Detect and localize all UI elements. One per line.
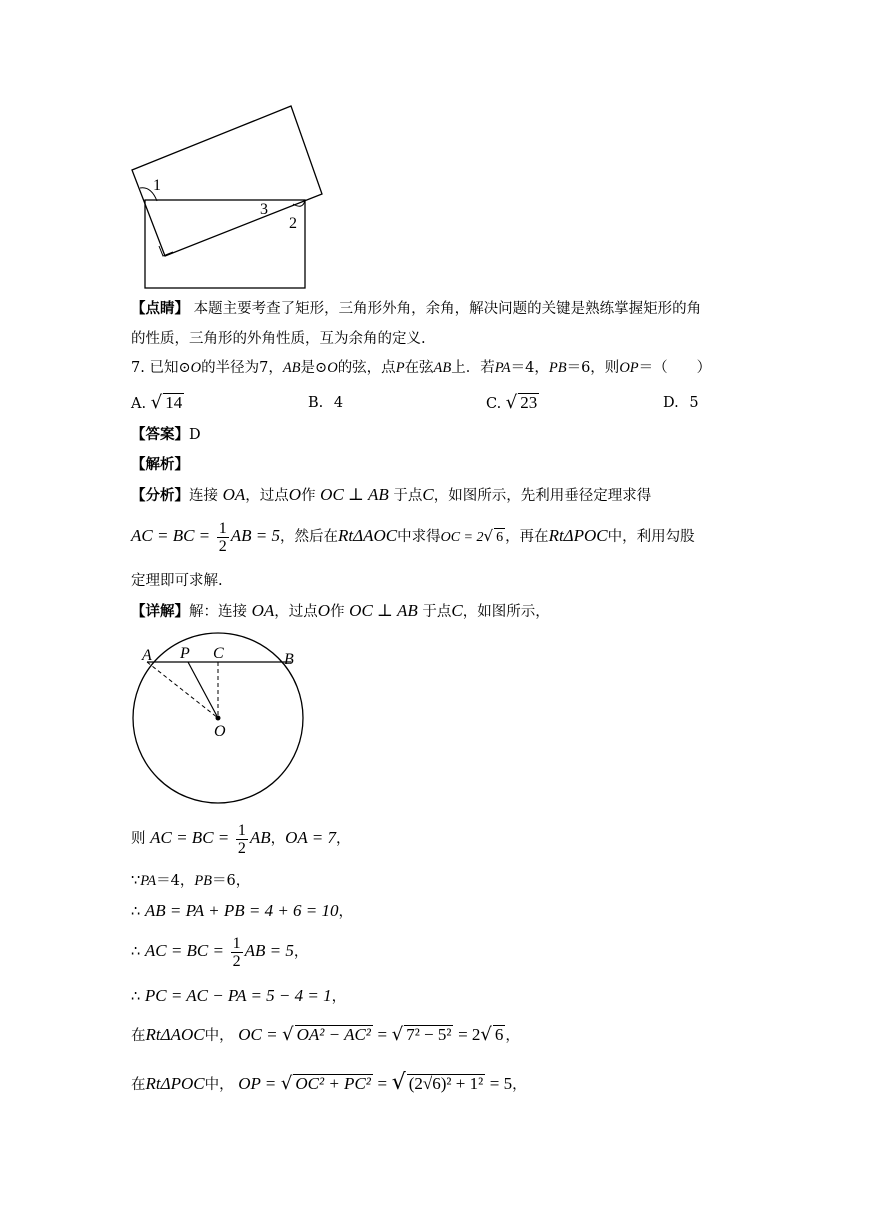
math-expr: AC = BC =	[131, 526, 211, 545]
step-7	[131, 1066, 527, 1102]
stem-var: AB	[282, 360, 301, 376]
math-radicand: 6	[494, 1025, 504, 1044]
step-5	[131, 985, 346, 1008]
stem-part: 在弦	[404, 360, 434, 376]
math-perp: OC ⊥ AB	[320, 485, 389, 504]
jiexi-tag: 【解析】	[131, 456, 189, 473]
math-expr: OA = 7	[285, 828, 336, 847]
step-text: ，	[293, 944, 309, 960]
step-text: 中，	[204, 1077, 234, 1093]
math-expr: AB	[249, 828, 271, 847]
math-expr: =	[377, 1074, 388, 1093]
math-expr: OC =	[238, 1025, 278, 1044]
step-text: ＝6，	[212, 873, 251, 889]
option-label: C.	[486, 396, 502, 412]
fenxi-text: 中求得	[397, 529, 441, 545]
step-text: ，	[512, 1077, 527, 1093]
xiangjie-text: ，如图所示，	[462, 604, 550, 620]
math-expr: AB = 5	[230, 526, 280, 545]
dianjing-tag: 【点睛】	[131, 300, 189, 317]
frac-den: 2	[218, 537, 227, 555]
step-text: ，	[338, 904, 354, 920]
math-perp: OC ⊥ AB	[349, 601, 418, 620]
fenxi-text: ，再在	[505, 529, 549, 545]
step-3	[131, 900, 353, 923]
math-radicand: 6	[496, 530, 504, 545]
math-radicand: OC² + PC²	[295, 1074, 371, 1093]
option-label: B.	[308, 395, 324, 411]
math-o: O	[288, 485, 302, 504]
fenxi-text: ，然后在	[280, 529, 338, 545]
step-text: ，	[335, 831, 351, 847]
step-text: 在	[131, 1028, 146, 1044]
math-c: C	[422, 485, 434, 504]
step-4	[131, 931, 308, 972]
sqrt-icon: √	[391, 1024, 404, 1045]
option-radicand: 23	[520, 393, 538, 412]
therefore-icon: ∴	[131, 904, 141, 920]
stem-var: P	[395, 360, 405, 376]
option-a	[131, 392, 184, 415]
math-oa: OA	[251, 601, 275, 620]
frac-den: 2	[237, 839, 246, 857]
step-text: ，	[331, 989, 347, 1005]
math-expr: = 2	[458, 1025, 481, 1044]
fenxi-text: 定理即可求解.	[131, 573, 223, 589]
label-b: B	[284, 651, 294, 668]
option-radicand: 14	[165, 393, 183, 412]
dianjing-text-2: 的性质，三角形的外角性质，互为余角的定义.	[131, 331, 426, 347]
therefore-icon: ∴	[131, 989, 141, 1005]
math-c: C	[451, 601, 463, 620]
angle-1-label: 1	[153, 177, 161, 194]
rectangle-figure	[125, 100, 335, 295]
label-p: P	[180, 645, 190, 662]
stem-var: PB	[548, 360, 567, 376]
xiangjie-line	[131, 600, 550, 623]
xiangjie-text: 于点	[422, 604, 452, 620]
angle-2-label: 2	[289, 215, 297, 232]
option-value: 5	[689, 395, 699, 411]
math-radicand: OA² − AC²	[296, 1025, 371, 1044]
stem-part: ＝4，	[510, 360, 549, 376]
step-text: ，	[270, 831, 286, 847]
answer-tag: 【答案】	[131, 426, 189, 443]
dianjing-line-1	[131, 298, 701, 320]
math-expr: =	[377, 1025, 388, 1044]
step-text: ＝4，	[156, 873, 195, 889]
stem-part: 上．若	[451, 360, 495, 376]
segment-oa	[147, 662, 218, 718]
answer-line	[131, 424, 201, 446]
fenxi-line-3	[131, 570, 223, 592]
step-text: 在	[131, 1077, 146, 1093]
math-tri: RtΔAOC	[338, 526, 398, 545]
step-text: 中，	[204, 1028, 234, 1044]
fenxi-text: 于点	[393, 488, 423, 504]
fenxi-line-2	[131, 516, 695, 558]
base-rectangle	[145, 200, 305, 288]
math-expr: PC = AC − PA = 5 − 4 = 1	[144, 986, 332, 1005]
xiangjie-tag: 【详解】	[131, 603, 189, 620]
step-1	[131, 818, 350, 859]
stem-var: AB	[433, 360, 452, 376]
question-stem	[131, 357, 711, 379]
xiangjie-text: ，过点	[274, 604, 318, 620]
stem-var: O	[190, 360, 202, 376]
option-value: 4	[333, 395, 344, 411]
stem-part: 已知⊙	[149, 360, 191, 376]
option-c	[486, 392, 539, 415]
fraction-half	[231, 935, 243, 970]
stem-part: ＝6，则	[566, 360, 620, 376]
xiangjie-text: 作	[330, 604, 345, 620]
math-tri: RtΔPOC	[145, 1074, 205, 1093]
math-tri: RtΔAOC	[145, 1025, 205, 1044]
option-label: D.	[663, 395, 679, 411]
fraction-half	[236, 822, 248, 857]
fenxi-text: 连接	[189, 488, 218, 504]
option-label: A.	[131, 396, 147, 412]
fenxi-tag: 【分析】	[131, 487, 189, 504]
label-o: O	[214, 723, 226, 740]
answer-value: D	[189, 427, 201, 443]
option-d	[663, 392, 699, 414]
frac-num: 1	[218, 519, 227, 537]
sqrt-icon: √	[483, 527, 494, 545]
math-expr: AC = BC =	[150, 828, 230, 847]
segment-op	[188, 662, 218, 718]
because-icon: ∵	[131, 873, 141, 889]
stem-var: PA	[140, 873, 157, 889]
fenxi-text: ，如图所示，先利用垂径定理求得	[433, 488, 652, 504]
stem-var: O	[327, 360, 338, 376]
step-2	[131, 870, 250, 892]
math-radicand: 7² − 5²	[406, 1025, 452, 1044]
frac-den: 2	[232, 952, 241, 970]
label-c: C	[213, 645, 224, 662]
sqrt-icon: √	[391, 1070, 406, 1095]
math-o: O	[317, 601, 331, 620]
stem-part: 的弦，点	[337, 360, 396, 376]
math-expr: = 5	[489, 1074, 513, 1093]
math-radicand: (2√6)² + 1²	[408, 1074, 484, 1093]
stem-var: OP	[619, 360, 639, 376]
jiexi-line	[131, 454, 189, 476]
math-expr: AB = PA + PB = 4 + 6 = 10	[144, 901, 339, 920]
math-oa: OA	[222, 485, 246, 504]
step-text: ，	[505, 1028, 520, 1044]
math-expr: OC = 2	[440, 530, 484, 545]
stem-part: 是⊙	[300, 360, 328, 376]
dianjing-line-2	[131, 328, 426, 350]
stem-var: PA	[494, 360, 511, 376]
math-expr: AB = 5	[244, 941, 294, 960]
sqrt-icon: √	[150, 392, 163, 413]
fenxi-text: 作	[301, 488, 316, 504]
fraction-half	[217, 520, 229, 555]
xiangjie-text: 解：连接	[189, 604, 247, 620]
sqrt-icon: √	[505, 392, 518, 413]
question-number: 7.	[131, 360, 145, 376]
fenxi-line-1	[131, 484, 651, 507]
dianjing-text-1: 本题主要考查了矩形，三角形外角，余角，解决问题的关键是熟练掌握矩形的角	[193, 301, 702, 317]
sqrt-icon: √	[480, 1024, 492, 1045]
stem-var: PB	[194, 873, 213, 889]
sqrt-icon: √	[280, 1073, 293, 1094]
fenxi-text: ，过点	[245, 488, 289, 504]
sqrt-icon: √	[282, 1024, 294, 1045]
stem-part: ＝（ ）	[638, 360, 712, 376]
frac-num: 1	[237, 821, 246, 839]
math-tri: RtΔPOC	[548, 526, 608, 545]
angle-3-label: 3	[260, 201, 268, 218]
frac-num: 1	[232, 934, 241, 952]
therefore-icon: ∴	[131, 944, 141, 960]
circle-figure	[128, 630, 308, 810]
center-point	[216, 716, 221, 721]
label-a: A	[142, 647, 152, 664]
option-b	[308, 392, 343, 414]
stem-part: 的半径为7，	[201, 360, 283, 376]
step-text: 则	[131, 831, 146, 847]
fenxi-text: 中，利用勾股	[607, 529, 695, 545]
math-expr: OP =	[238, 1074, 277, 1093]
math-expr: AC = BC =	[144, 941, 224, 960]
step-6	[131, 1020, 520, 1051]
